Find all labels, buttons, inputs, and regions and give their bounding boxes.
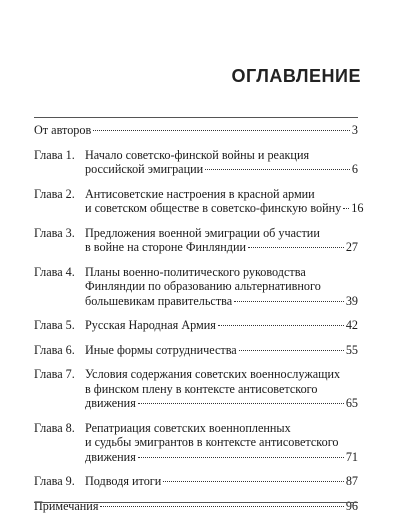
entry-page-number: 39: [346, 294, 358, 309]
entry-page-number: 65: [346, 396, 358, 411]
entry-title-line: Условия содержания советских военнослужащих: [85, 367, 358, 382]
leader-dots: [343, 208, 349, 209]
entry-title-line: большевикам правительства: [85, 294, 232, 309]
entry-title-line: российской эмиграции: [85, 162, 203, 177]
toc-entry-notes[interactable]: [34, 499, 358, 513]
entry-title-line: Репатриация советских военнопленных: [85, 421, 358, 436]
entry-page-number: 55: [346, 343, 358, 358]
page-title: ОГЛАВЛЕНИЕ: [231, 66, 361, 87]
chapter-label: Глава 5.: [34, 318, 85, 333]
toc-entry-chapter-3[interactable]: [34, 226, 358, 255]
entry-title-line: Предложения военной эмиграции об участии: [85, 226, 358, 241]
entry-title-line: и судьбы эмигрантов в контексте антисоветского: [85, 435, 358, 450]
entry-page-number: 87: [346, 474, 358, 489]
entry-title-line: Финляндии по образованию альтернативного: [85, 279, 358, 294]
entry-title-line: Русская Народная Армия: [85, 318, 216, 333]
entry-title-line: Планы военно-политического руководства: [85, 265, 358, 280]
toc-entry-chapter-8[interactable]: [34, 421, 358, 465]
entry-page-number: 42: [346, 318, 358, 333]
leader-dots: [163, 481, 343, 482]
toc-entry-foreword[interactable]: [34, 123, 358, 138]
entry-title-line: движения: [85, 396, 136, 411]
entry-title: От авторов: [34, 123, 91, 138]
entry-page-number: 3: [352, 123, 358, 138]
leader-dots: [248, 247, 344, 248]
entry-page-number: 16: [351, 201, 363, 216]
toc-entry-chapter-2[interactable]: [34, 187, 358, 216]
leader-dots: [138, 403, 344, 404]
leader-dots: [100, 506, 343, 507]
toc-entry-chapter-9[interactable]: [34, 474, 358, 489]
entry-title-line: и советском обществе в советско-финскую войну: [85, 201, 341, 216]
leader-dots: [218, 325, 344, 326]
entry-title-line: Иные формы сотрудничества: [85, 343, 237, 358]
leader-dots: [234, 301, 344, 302]
entry-title-line: Антисоветские настроения в красной армии: [85, 187, 358, 202]
top-divider: [34, 117, 358, 118]
entry-title-line: в войне на стороне Финляндии: [85, 240, 246, 255]
leader-dots: [138, 457, 344, 458]
chapter-label: Глава 6.: [34, 343, 85, 358]
leader-dots: [239, 350, 344, 351]
entry-title: Примечания: [34, 499, 98, 513]
chapter-label: Глава 2.: [34, 187, 85, 216]
chapter-label: Глава 3.: [34, 226, 85, 255]
entry-title-line: Подводя итоги: [85, 474, 161, 489]
chapter-label: Глава 4.: [34, 265, 85, 309]
chapter-label: Глава 7.: [34, 367, 85, 411]
entry-title-line: в финском плену в контексте антисоветского: [85, 382, 358, 397]
toc-entry-chapter-7[interactable]: [34, 367, 358, 411]
toc-entry-chapter-1[interactable]: [34, 148, 358, 177]
leader-dots: [205, 169, 350, 170]
entry-page-number: 96: [346, 499, 358, 513]
leader-dots: [93, 130, 350, 131]
entry-title-line: движения: [85, 450, 136, 465]
toc-entries: [34, 123, 358, 513]
entry-page-number: 71: [346, 450, 358, 465]
toc-entry-chapter-6[interactable]: [34, 343, 358, 358]
entry-page-number: 6: [352, 162, 358, 177]
toc-entry-chapter-5[interactable]: [34, 318, 358, 333]
chapter-label: Глава 8.: [34, 421, 85, 465]
entry-title-line: Начало советско-финской войны и реакция: [85, 148, 358, 163]
chapter-label: Глава 9.: [34, 474, 85, 489]
bottom-divider: [34, 502, 358, 503]
chapter-label: Глава 1.: [34, 148, 85, 177]
entry-page-number: 27: [346, 240, 358, 255]
toc-entry-chapter-4[interactable]: [34, 265, 358, 309]
